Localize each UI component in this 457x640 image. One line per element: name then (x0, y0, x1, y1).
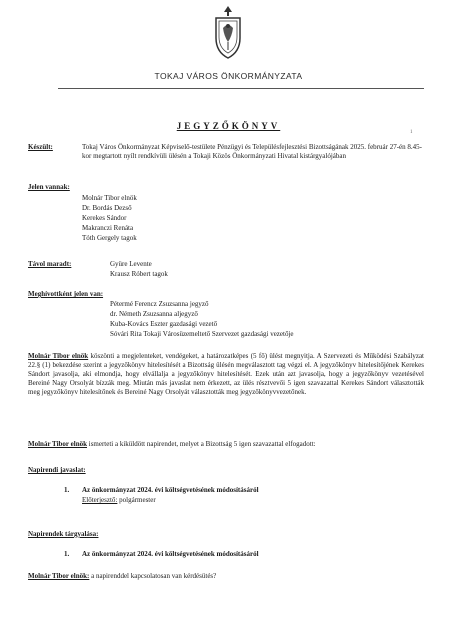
agenda-item-number: 1. (64, 486, 70, 494)
paragraph-agenda-intro (28, 440, 424, 449)
jelen-vannak-label: Jelen vannak: (28, 183, 70, 191)
coat-of-arms-icon (208, 4, 248, 60)
keszult-text: Tokaj Város Önkormányzat Képviselő-testülete Pénzügyi és Településfejlesztési Bizottságának 2025. február 27-én 8.45-kor megtartott nyílt rendkívüli ülésén a Tokaji Közös Önkormányzati Hivatal kistárgyalójában (82, 143, 422, 160)
napirendek-targyalasa-label: Napirendek tárgyalása: (28, 530, 99, 538)
list-item: Kerekes Sándor (82, 214, 127, 222)
page-number: 1 (410, 130, 413, 135)
agenda-presenter: Előterjesztő: polgármester (82, 496, 156, 504)
meghivottkent-list (110, 300, 294, 340)
list-item: Tóth Gergely tagok (82, 234, 137, 242)
paragraph-text: ismerteti a kiküldött napirendet, melyet a Bizottság 5 igen szavazattal elfogadott: (87, 440, 316, 448)
list-item: Dr. Bordás Dezső (82, 204, 132, 212)
list-item: Krausz Róbert tagok (110, 270, 168, 278)
meghivottkent-label: Meghívottként jelen van: (28, 290, 104, 298)
tavol-maradt-label: Távol maradt: (28, 260, 72, 268)
agenda-item-title: Az önkormányzat 2024. évi költségvetésének módosításáról (82, 486, 259, 494)
list-item: Gyüre Levente (110, 260, 152, 268)
agenda-item-number: 1. (64, 550, 70, 558)
paragraph-opening (28, 352, 424, 397)
list-item: dr. Németh Zsuzsanna aljegyző (110, 310, 198, 318)
paragraph-text: a napirenddel kapcsolatosan van kérdésütés? (89, 572, 217, 580)
jelen-vannak-list (82, 194, 137, 244)
napirendi-javaslat-label: Napirendi javaslat: (28, 466, 86, 474)
tavol-maradt-list (110, 260, 168, 280)
agenda-item-title: Az önkormányzat 2024. évi költségvetésének módosításáról (82, 550, 259, 558)
header-divider (58, 88, 424, 89)
organization-name: TOKAJ VÁROS ÖNKORMÁNYZATA (154, 71, 303, 81)
list-item: Pétermé Ferencz Zsuzsanna jegyző (110, 300, 209, 308)
list-item: Makranczi Renáta (82, 224, 134, 232)
list-item: Sóvári Rita Tokaji Városüzemeltető Szervezet gazdasági vezetője (110, 330, 294, 338)
speaker-name: Molnár Tibor elnök (28, 440, 87, 448)
paragraph-text: köszönti a megjelenteket, vendégeket, a határozatképes (5 fő) ülést megnyitja. A Szervezeti és Működési Szabályzat 22.§ (1) bekezdése szerint a jegyzőkönyv hitelesítését a Bizottság ülésén megválasztott tag végzi el. A jegyzőkönyv hitelesítőjének Kerekes Sándort javasolja, aki elmondja, hogy elvállalja a jegyzőkönyv hitelesítését. Ezek után azt javasolja, hogy a jegyzőkönyv vezetésével Bereiné Nagy Orsolyát bízzák meg. Miután más javaslat nem érkezett, az ülés résztvevői 5 igen szavazattal Kerekes Sándort választották meg jegyzőkönyv hitelesítőnek és Bereiné Nagy Orsolyát választották meg jegyzőkönyvvezetőnek. (28, 352, 424, 396)
list-item: Molnár Tibor elnök (82, 194, 137, 202)
paragraph-question (28, 572, 424, 581)
keszult-label: Készült: (28, 143, 53, 151)
speaker-name: Molnár Tibor elnök: (28, 572, 90, 580)
document-title: JEGYZŐKÖNYV (176, 121, 281, 131)
list-item: Kuba-Kovács Eszter gazdasági vezető (110, 320, 218, 328)
speaker-name: Molnár Tibor elnök (28, 352, 89, 360)
